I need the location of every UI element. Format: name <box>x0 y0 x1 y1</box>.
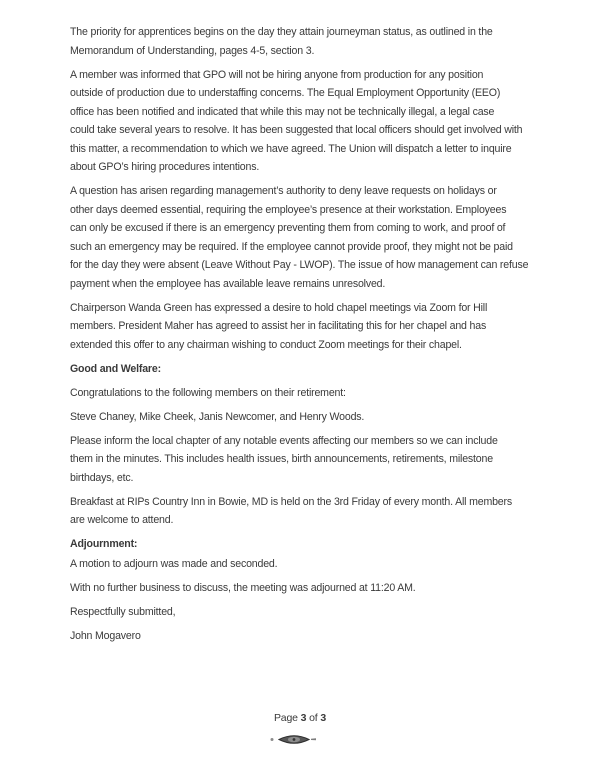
text-line: office has been notified and indicated that while this may not be technically illegal, a legal case <box>70 105 495 118</box>
text-line: The priority for apprentices begins on the day they attain journeyman status, as outlined in the <box>70 26 493 38</box>
page-number-current: 3 <box>300 712 307 724</box>
text-line: Respectfully submitted, <box>70 605 176 618</box>
text-line: Steve Chaney, Mike Cheek, Janis Newcomer, and Henry Woods. <box>70 410 365 423</box>
page-number-label <box>0 712 600 724</box>
section-heading-adjournment <box>70 535 548 554</box>
paragraph <box>70 299 548 355</box>
text-line: John Mogavero <box>70 629 141 642</box>
text-line: Chairperson Wanda Green has expressed a desire to hold chapel meetings via Zoom for Hill <box>70 301 488 314</box>
text-line: Memorandum of Understanding, pages 4-5, section 3. <box>70 44 315 57</box>
paragraph <box>70 555 548 574</box>
text-line: are welcome to attend. <box>70 514 174 526</box>
text-line: With no further business to discuss, the meeting was adjourned at 11:20 AM. <box>70 581 416 594</box>
page-number-total: 3 <box>320 712 327 724</box>
text-line: about GPO’s hiring procedures intentions. <box>70 161 260 173</box>
paragraph <box>70 384 548 403</box>
text-line: birthdays, etc. <box>70 471 134 484</box>
paragraph <box>70 432 548 488</box>
text-line: members. President Maher has agreed to assist her in facilitating this for her chapel and has <box>70 320 487 332</box>
text-line: extended this offer to any chairman wishing to conduct Zoom meetings for their chapel. <box>70 338 462 351</box>
text-line: could take several years to resolve. It has been suggested that local officers should get involved with <box>70 124 523 136</box>
text-line: Breakfast at RIPs Country Inn in Bowie, MD is held on the 3rd Friday of every month. All members <box>70 495 512 508</box>
paragraph <box>70 23 548 60</box>
text-line: other days deemed essential, requiring the employee’s presence at their workstation. Employees <box>70 203 507 216</box>
page-footer <box>0 712 600 747</box>
text-line: A motion to adjourn was made and seconded. <box>70 557 278 570</box>
text-line: A member was informed that GPO will not be hiring anyone from production for any position <box>70 68 484 81</box>
paragraph <box>70 182 548 293</box>
paragraph <box>70 66 548 177</box>
text-line: payment when the employee has available leave remains unresolved. <box>70 277 386 290</box>
text-line: A question has arisen regarding management’s authority to deny leave requests on holidays or <box>70 185 497 197</box>
text-line: for the day they were absent (Leave Without Pay - LWOP). The issue of how management can refuse <box>70 259 529 271</box>
union-printers-label-icon <box>0 731 600 747</box>
signature-closing <box>70 603 548 622</box>
text-line: Congratulations to the following members on their retirement: <box>70 386 346 399</box>
heading-text: Adjournment: <box>70 538 138 550</box>
paragraph <box>70 579 548 598</box>
section-heading-good-and-welfare <box>70 360 548 379</box>
paragraph <box>70 493 548 530</box>
text-line: can only be excused if there is an emergency preventing them from coming to work, and proof of <box>70 222 506 234</box>
paragraph <box>70 408 548 427</box>
text-line: such an emergency may be required. If the employee cannot provide proof, they might not be paid <box>70 240 513 253</box>
page-label-separator: of <box>306 712 321 724</box>
text-line: Please inform the local chapter of any notable events affecting our members so we can include <box>70 434 498 447</box>
text-line: them in the minutes. This includes health issues, birth announcements, retirements, milestone <box>70 453 493 465</box>
text-line: outside of production due to understaffing concerns. The Equal Employment Opportunity (EEO) <box>70 87 501 99</box>
document-body <box>70 23 548 651</box>
text-line: this matter, a recommendation to which we have agreed. The Union will dispatch a letter to inquire <box>70 142 512 155</box>
signature-name <box>70 627 548 646</box>
heading-text: Good and Welfare: <box>70 362 161 375</box>
page-label-prefix: Page <box>273 712 301 724</box>
